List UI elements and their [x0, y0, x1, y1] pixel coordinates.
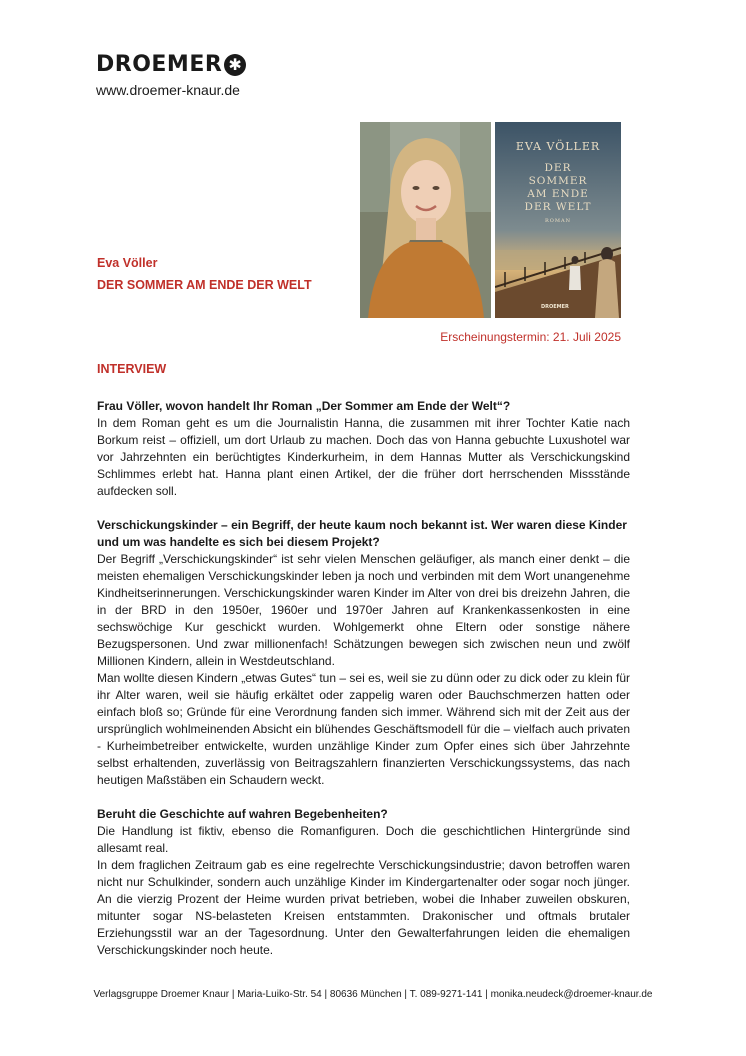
- interview-answer: Der Begriff „Verschickungskinder“ ist sehr vielen Menschen geläufiger, als manch einer denkt – die meisten ehemaligen Verschickungskinder leben ja noch und verbinden mit dem Wort unangenehme Kindheitserinnerungen. Verschickungskinder waren Kinder im Alter von drei bis dreizehn Jahren, die in der BRD in den 1950er, 1960er und 1970er Jahren auf Krankenkassenkosten in eine sechswöchige Kur geschickt wurden. Wohlgemerkt ohne Eltern oder sonstige nähere Bezugspersonen. Und zwar millionenfach! Schätzungen bewegen sich zwischen neun und zwölf Millionen Kindern, allein in Westdeutschland.: [97, 552, 630, 668]
- interview-question: Verschickungskinder – ein Begriff, der heute kaum noch bekannt ist. Wer waren diese Kinder und um was handelte es sich bei diesem Projekt?: [97, 518, 627, 549]
- footer-contact: Verlagsgruppe Droemer Knaur | Maria-Luiko-Str. 54 | 80636 München | T. 089-9271-141 | monika.neudeck@droemer-knaur.de: [93, 989, 653, 1000]
- interview-answer: Man wollte diesen Kindern „etwas Gutes“ tun – sei es, weil sie zu dünn oder zu dick oder zu klein für ihr Alter waren, weil sie häufig erkältet oder zappelig waren oder Bauchschmerzen hatten oder einfach bloß so; Gründe für eine Verordnung fanden sich immer. Während sich mit der Zeit aus der ursprünglich wohlmeinenden Absicht ein blühendes Geschäftsmodell für die – vielfach auch privaten - Kurheimbetreiber entwickelte, wurden unzählige Kinder zum Opfer eines sich über Jahrzehnte selbst erhaltenden, zuverlässig von Beitragszahlern finanzierten Verschickungssystems, das nach heutigen Maßstäben ein Schaudern weckt.: [97, 671, 630, 787]
- book-cover: [495, 122, 621, 318]
- interview-answer: In dem Roman geht es um die Journalistin Hanna, die zusammen mit ihrer Tochter Katie nach Borkum reist – offiziell, um dort Urlaub zu machen. Doch das von Hanna gebuchte Luxushotel war vor Jahrzehnten ein berüchtigtes Kinderkurheim, in dem Hannas Mutter als Verschickungskind Schlimmes erlebt hat. Hanna plant einen Artikel, der die früher dort herrschenden Missstände aufdecken soll.: [97, 416, 630, 498]
- qa-block: [97, 806, 630, 959]
- interview-question: Beruht die Geschichte auf wahren Begebenheiten?: [97, 807, 388, 821]
- release-date: Erscheinungstermin: 21. Juli 2025: [440, 330, 621, 344]
- qa-block: [97, 398, 630, 500]
- interview-answer: In dem fraglichen Zeitraum gab es eine regelrechte Verschickungsindustrie; davon betroffen waren nicht nur Schulkinder, sondern auch unzählige Kinder im Kindergartenalter oder sogar noch jünger. An die vierzig Prozent der Heime wurden privat betrieben, wobei die Inhaber zuweilen obskuren, mitunter sogar NS-belasteten Kreisen entstammten. Drakonischer und oftmals brutaler Erziehungsstil war an der Tagesordnung. Unter den Gewalterfahrungen leiden die ehemaligen Verschickungskinder noch heute.: [97, 858, 630, 957]
- author-name: Eva Völler: [97, 256, 158, 270]
- logo-text: DROEMER: [96, 52, 223, 77]
- section-heading: INTERVIEW: [97, 362, 167, 376]
- cover-title-line: SOMMER: [528, 175, 588, 187]
- interview-body: [97, 398, 630, 976]
- cover-genre: ROMAN: [545, 218, 571, 224]
- author-portrait-illustration: [360, 122, 491, 318]
- cover-publisher: DROEMER: [541, 304, 569, 310]
- cover-title-line: AM ENDE: [527, 188, 589, 200]
- website-url[interactable]: www.droemer-knaur.de: [96, 82, 240, 98]
- cover-author: EVA VÖLLER: [515, 140, 601, 153]
- author-photo: [360, 122, 491, 318]
- interview-answer: Die Handlung ist fiktiv, ebenso die Romanfiguren. Doch die geschichtlichen Hintergründe sind allesamt real.: [97, 824, 630, 855]
- book-title: DER SOMMER AM ENDE DER WELT: [97, 278, 312, 292]
- cover-title: [495, 162, 621, 214]
- publisher-logo: [96, 52, 246, 77]
- cover-title-line: DER: [544, 162, 572, 174]
- logo-star-icon: ✱: [224, 54, 246, 76]
- interview-question: Frau Völler, wovon handelt Ihr Roman „Der Sommer am Ende der Welt“?: [97, 399, 511, 413]
- qa-block: [97, 517, 630, 789]
- cover-title-line: DER WELT: [524, 201, 592, 213]
